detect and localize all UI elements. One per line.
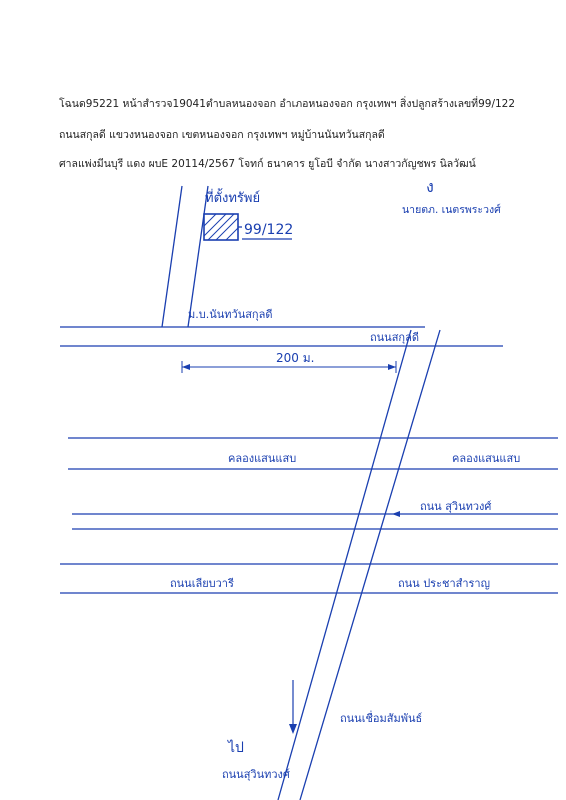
house-number: 99/122 xyxy=(244,222,294,238)
distance-label: 200 ม. xyxy=(276,351,315,365)
road-sakundee-label: ถนนสกุลดี xyxy=(370,331,419,344)
road-suwinthawong-label: ถนน สุวินทวงศ์ xyxy=(420,500,492,513)
connector-road-left-edge xyxy=(278,330,411,800)
canal-label-left: คลองแสนแสบ xyxy=(228,452,297,465)
road-liapwari-label: ถนนเลียบวารี xyxy=(170,577,234,590)
canal-label-right: คลองแสนแสบ xyxy=(452,452,521,465)
village-road-left-edge xyxy=(162,186,182,327)
road-suwinthawong-bottom-label: ถนนสุวินทวงศ์ xyxy=(222,768,290,781)
signature-mark: ง xyxy=(426,177,434,196)
site-marker xyxy=(204,214,238,240)
road-pracha-samran-label: ถนน ประชาสำราญ xyxy=(398,577,490,590)
road-suwinthawong-arrow xyxy=(392,511,400,517)
connector-road-label: ถนนเชื่อมสัมพันธ์ xyxy=(340,712,423,725)
village-road-label: ม.บ.นันทวันสกุลดี xyxy=(188,308,273,321)
signature-name: นายตภ. เนตรพระวงศ์ xyxy=(402,204,501,216)
header-line-address: ถนนสกุลดี แขวงหนองจอก เขตหนองจอก กรุงเทพฯ หมู่บ้านนันทวันสกุลดี xyxy=(59,129,385,141)
connector-road-right-edge xyxy=(300,330,440,800)
distance-arrow-right xyxy=(388,364,396,370)
header-line-court: ศาลแพ่งมีนบุรี แดง ผบE 20114/2567 โจทก์ ธนาคาร ยูโอบี จำกัด นางสาวกัญชพร นิลวัฒน์ xyxy=(59,158,476,170)
header-line-deed: โฉนด95221 หน้าสำรวจ19041ตำบลหนองจอก อำเภอหนองจอก กรุงเทพฯ สิ่งปลูกสร้างเลขที่99/122 xyxy=(59,98,516,110)
to-label: ไป xyxy=(228,740,244,756)
site-label: ที่ตั้งทรัพย์ xyxy=(205,191,261,206)
distance-arrow-left xyxy=(182,364,190,370)
direction-arrow-head xyxy=(289,724,297,734)
village-road-right-edge xyxy=(188,186,208,327)
